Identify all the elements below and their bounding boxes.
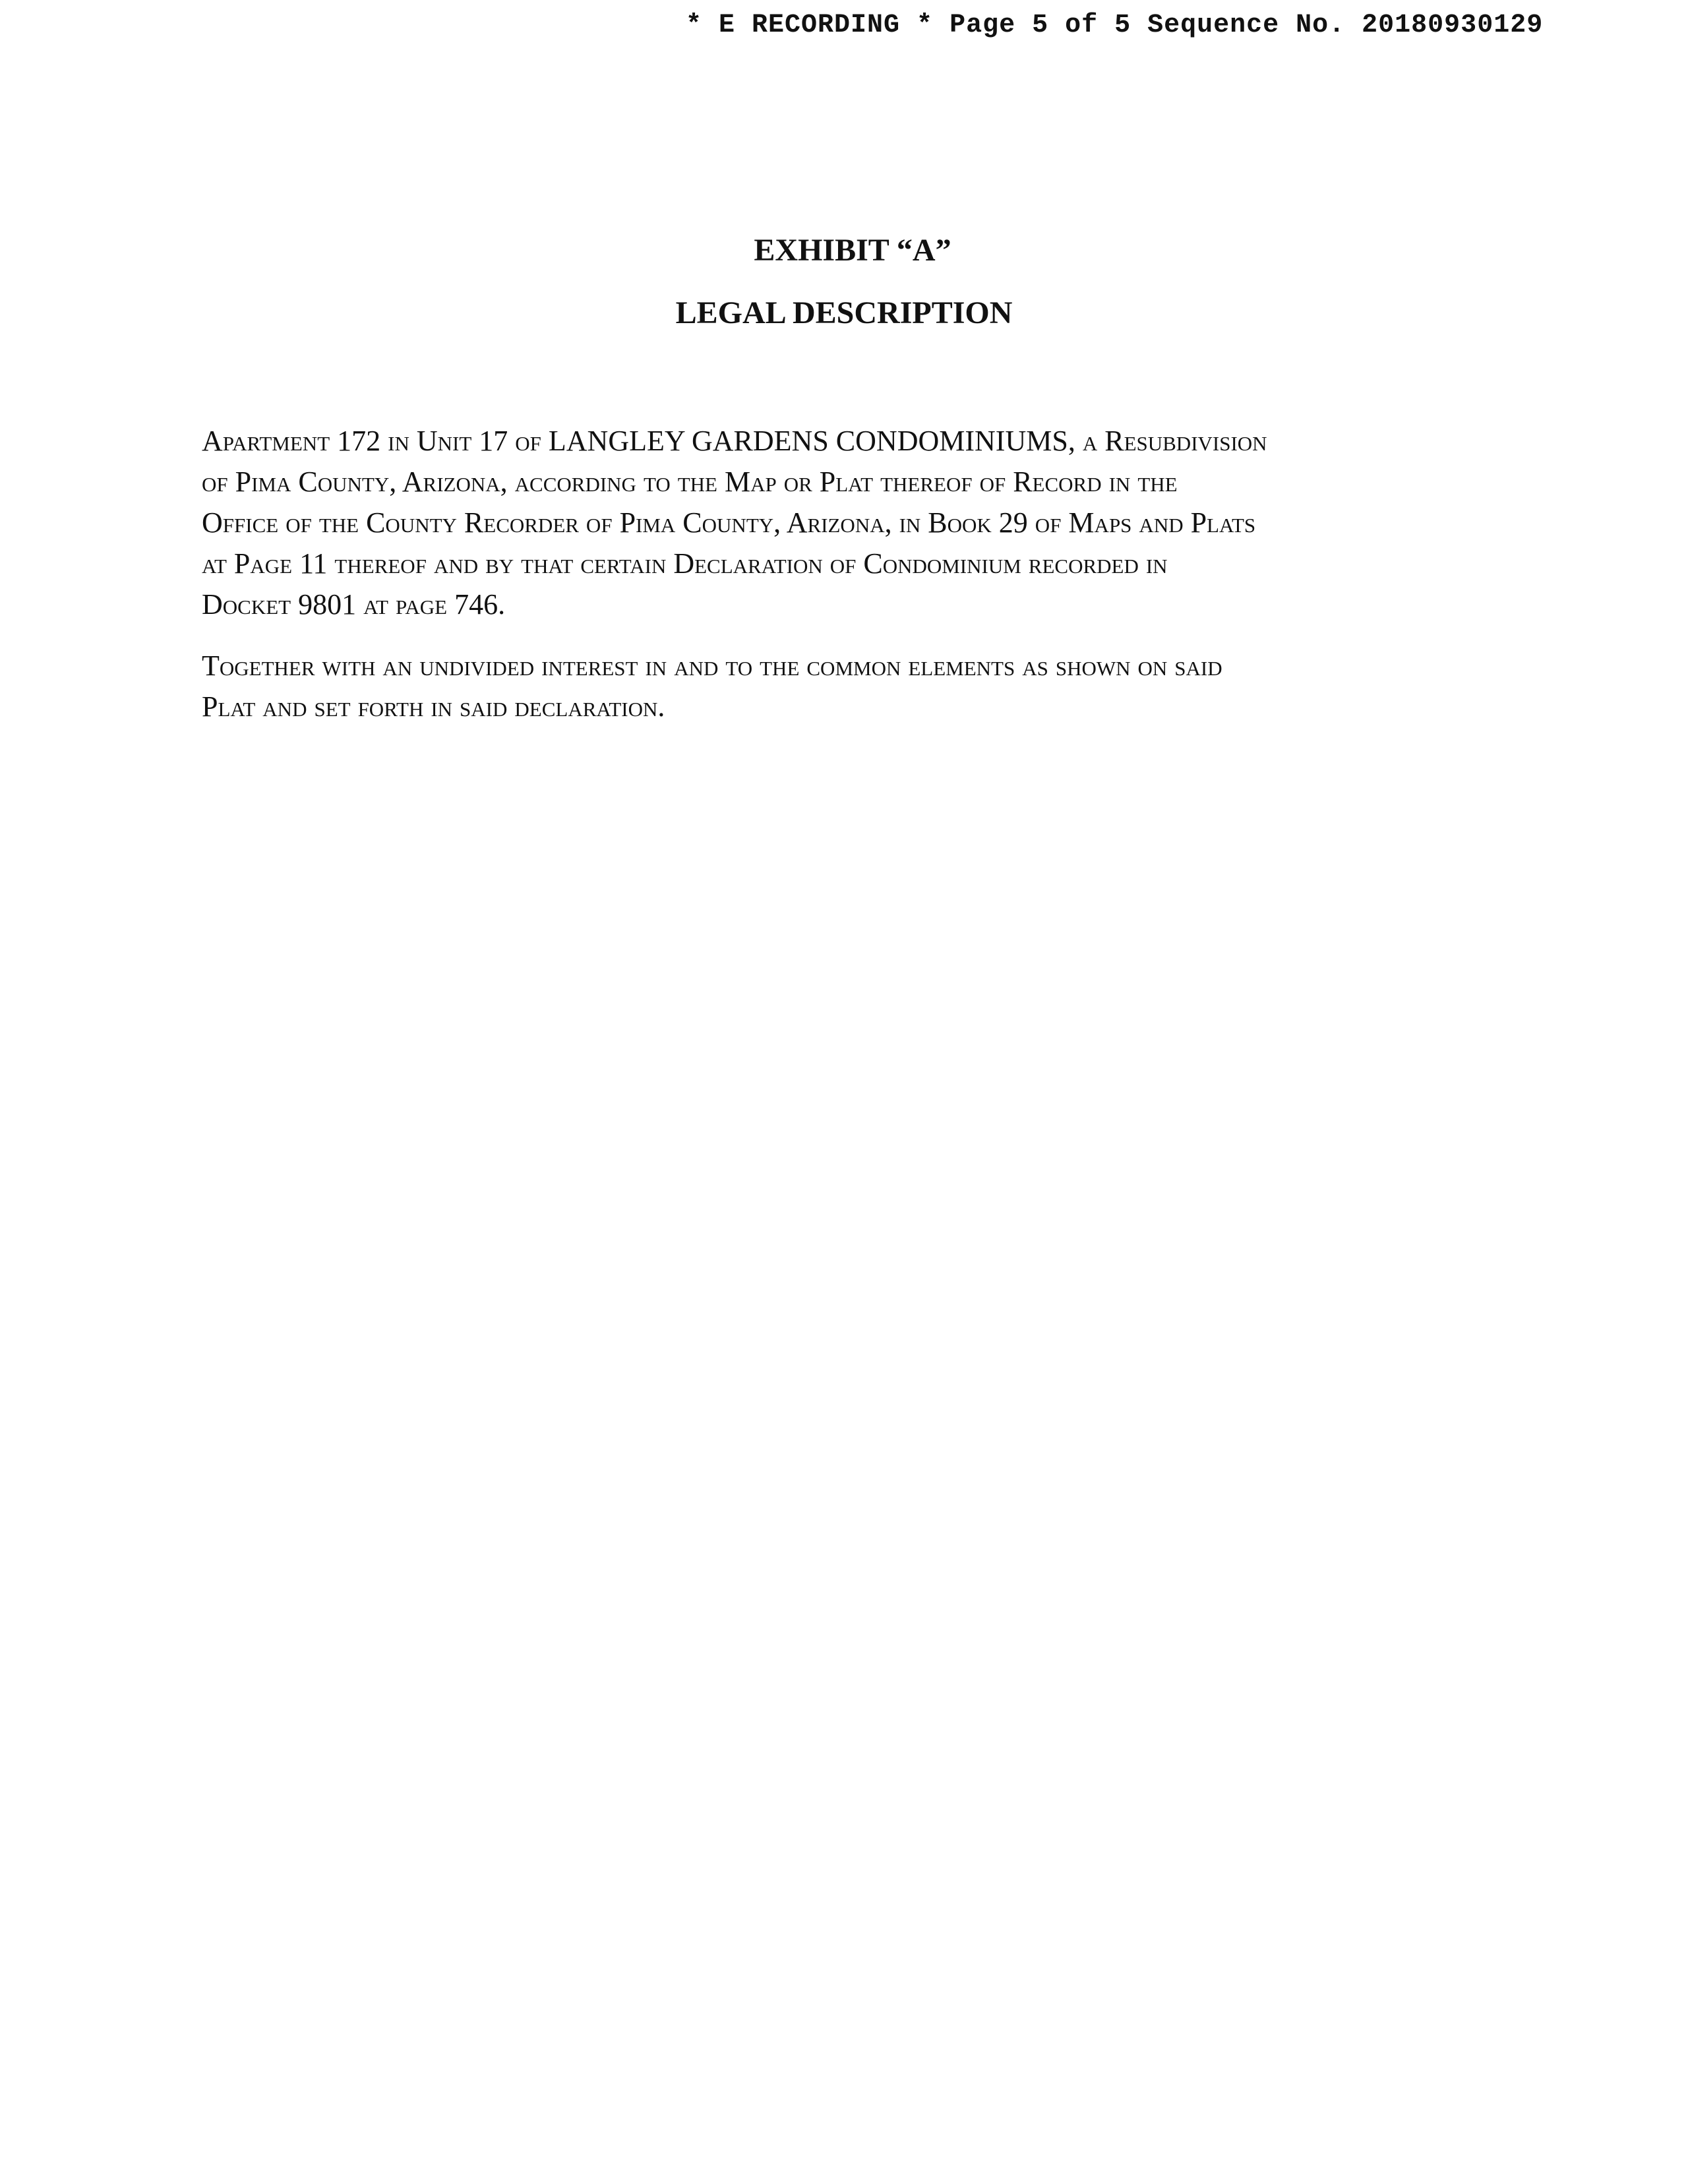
common-elements-paragraph [202,646,1494,727]
condominium-name: LANGLEY GARDENS CONDOMINIUMS [548,425,1068,457]
paragraph-line: Together with an undivided interest in and to the common elements as shown on said [202,650,1222,682]
paragraph-line: of Pima County, Arizona, according to the Map or Plat thereof of Record in the [202,466,1178,498]
paragraph-line [202,421,1494,462]
paragraph-line: at Page 11 thereof and by that certain Declaration of Condominium recorded in [202,547,1168,580]
text-segment: , a Resubdivision [1068,425,1267,457]
text-segment: Apartment 172 in Unit 17 of [202,425,549,457]
exhibit-title: EXHIBIT “A” [754,233,951,268]
legal-description-title: LEGAL DESCRIPTION [675,295,1013,330]
paragraph-line: Office of the County Recorder of Pima County, Arizona, in Book 29 of Maps and Plats [202,506,1256,539]
paragraph-line: Plat and set forth in said declaration. [202,690,665,723]
legal-description-paragraph [202,421,1494,625]
paragraph-line: Docket 9801 at page 746. [202,588,506,621]
recording-header: * E RECORDING * Page 5 of 5 Sequence No. 20180930129 [686,11,1544,40]
